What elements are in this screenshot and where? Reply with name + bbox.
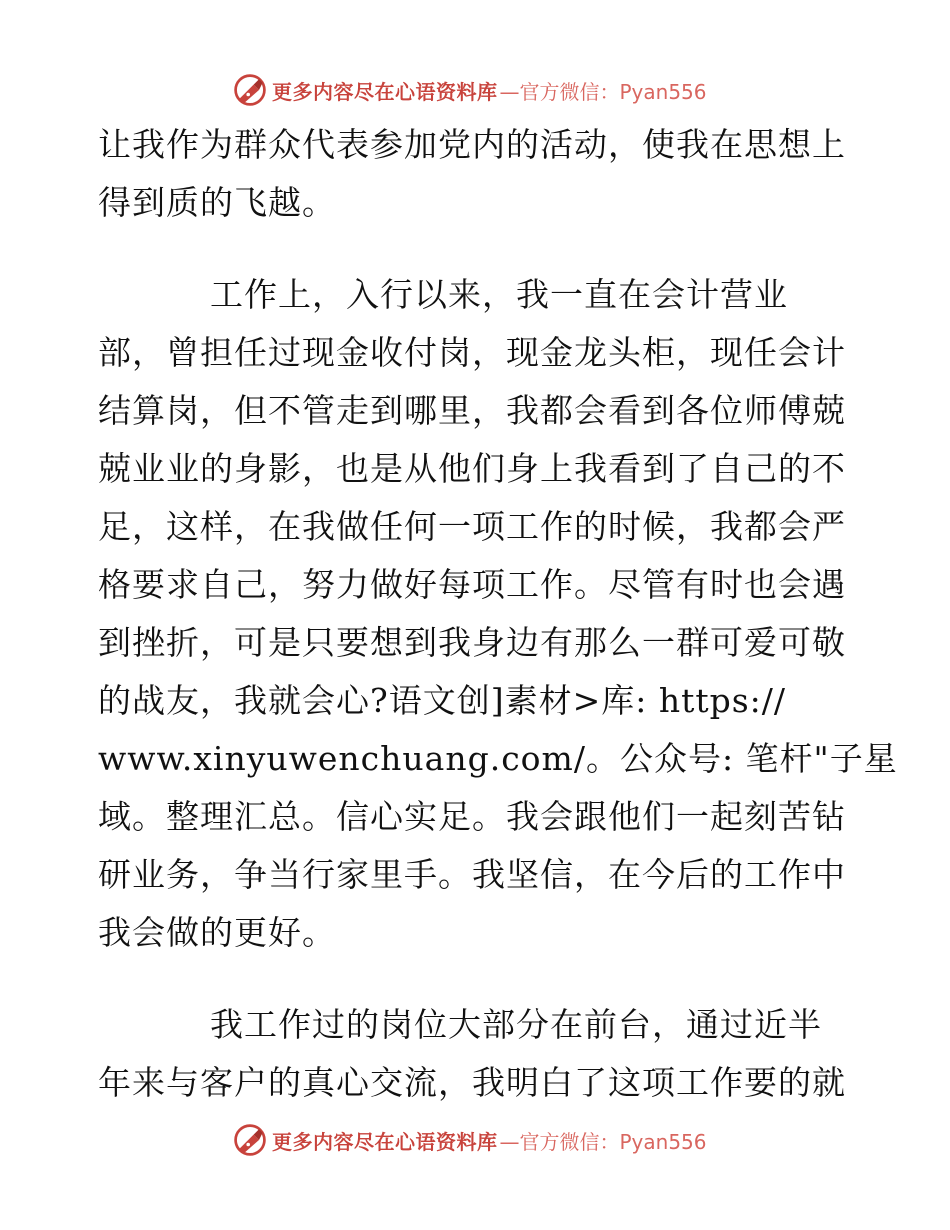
- text-line: www.xinyuwenchuang.com/。公众号: 笔杆"子星: [98, 739, 898, 778]
- paragraph-2: [98, 266, 898, 962]
- pen-nib-logo-icon: [232, 1122, 268, 1158]
- footer-banner-wechat: —官方微信：Pyan556: [499, 1129, 707, 1154]
- document-body: [98, 116, 898, 1112]
- text-line: 格要求自己，努力做好每项工作。尽管有时也会遇: [98, 565, 846, 604]
- text-line: 让我作为群众代表参加党内的活动，使我在思想上: [98, 125, 846, 164]
- text-line: 结算岗，但不管走到哪里，我都会看到各位师傅兢: [98, 391, 846, 430]
- footer-banner-title: 更多内容尽在心语资料库: [272, 1129, 498, 1154]
- paragraph-3: [98, 996, 858, 1112]
- header-banner-wechat: —官方微信：Pyan556: [499, 79, 707, 104]
- text-line: 我工作过的岗位大部分在前台，通过近半: [210, 1005, 822, 1044]
- text-line: 我会做的更好。: [98, 913, 336, 952]
- text-line: 部，曾担任过现金收付岗，现金龙头柜，现任会计: [98, 333, 846, 372]
- text-line: 得到质的飞越。: [98, 183, 336, 222]
- footer-banner: [232, 1120, 752, 1160]
- header-banner-title: 更多内容尽在心语资料库: [272, 79, 498, 104]
- text-line: 域。整理汇总。信心实足。我会跟他们一起刻苦钻: [98, 797, 846, 836]
- text-line: 兢业业的身影，也是从他们身上我看到了自己的不: [98, 449, 846, 488]
- text-line: 研业务，争当行家里手。我坚信，在今后的工作中: [98, 855, 846, 894]
- text-line: 年来与客户的真心交流，我明白了这项工作要的就: [98, 1063, 846, 1102]
- text-line: 工作上，入行以来，我一直在会计营业: [210, 275, 788, 314]
- header-banner: [232, 70, 752, 110]
- paragraph-1: [98, 116, 858, 232]
- pen-nib-logo-icon: [232, 72, 268, 108]
- text-line: 到挫折，可是只要想到我身边有那么一群可爱可敬: [98, 623, 846, 662]
- text-line: 的战友，我就会心?语文创]素材>库: https://: [98, 681, 787, 720]
- text-line: 足，这样，在我做任何一项工作的时候，我都会严: [98, 507, 846, 546]
